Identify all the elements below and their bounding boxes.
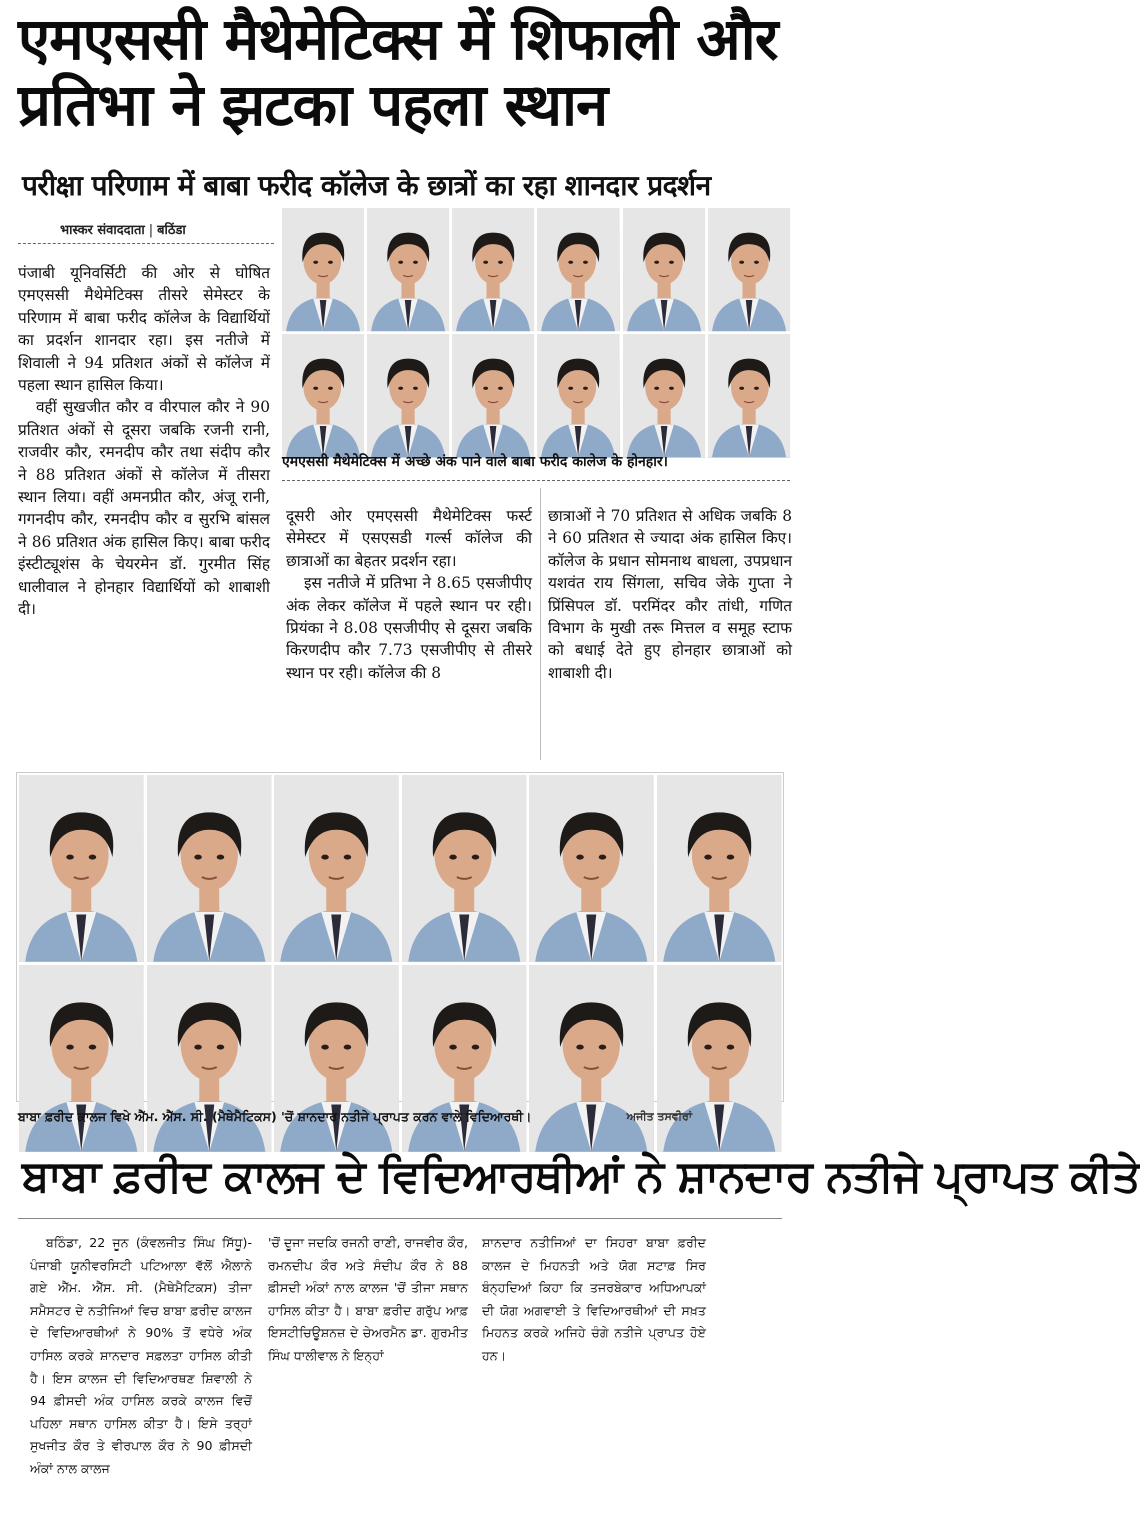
hindi-col1-para2: वहीं सुखजीत कौर व वीरपाल कौर ने 90 प्रतिशत अंकों से दूसरा जबकि रजनी रानी, राजवीर कौर, रमनदीप कौर तथा संदीप कौर ने 88 प्रतिशत अंकों से कॉलेज में तीसरा स्थान लिया। वहीं अमनप्रीत कौर, अंजू रानी, गगनदीप कौर, रमनदीप कौर व सुरभि बांसल ने 86 प्रतिशत अंक हासिल किए। बाबा फरीद इंस्टीट्यूशंस के चेयरमेन डॉ. गुरमीत सिंह धालीवाल ने होनहार विद्यार्थियों को शाबाशी दी। <box>18 398 270 619</box>
student-portrait-icon <box>623 208 705 331</box>
punjabi-headline: ਬਾਬਾ ਫ਼ਰੀਦ ਕਾਲਜ ਦੇ ਵਿਦਿਆਰਥੀਆਂ ਨੇ ਸ਼ਾਨਦਾਰ ਨਤੀਜੇ ਪ੍ਰਾਪਤ ਕੀਤੇ <box>22 1151 1140 1202</box>
punjabi-col3-para: ਸ਼ਾਨਦਾਰ ਨਤੀਜਿਆਂ ਦਾ ਸਿਹਰਾ ਬਾਬਾ ਫ਼ਰੀਦ ਕਾਲਜ ਦੇ ਮਿਹਨਤੀ ਅਤੇ ਯੋਗ ਸਟਾਫ਼ ਸਿਰ ਬੰਨ੍ਹਦਿਆਂ ਕਿਹਾ ਕਿ ਤਜਰਬੇਕਾਰ ਅਧਿਆਪਕਾਂ ਦੀ ਯੋਗ ਅਗਵਾਈ ਤੇ ਵਿਦਿਆਰਥੀਆਂ ਦੀ ਸਖ਼ਤ ਮਿਹਨਤ ਕਰਕੇ ਅਜਿਹੇ ਚੰਗੇ ਨਤੀਜੇ ਪ੍ਰਾਪਤ ਹੋਏ ਹਨ। <box>482 1235 706 1363</box>
hindi-headline-line1: एमएससी मैथेमेटिक्स में शिफाली और <box>18 5 778 73</box>
student-portrait-icon <box>623 334 705 457</box>
hindi-headline <box>18 6 788 138</box>
byline-rule <box>18 243 274 244</box>
student-portrait-icon <box>367 208 449 331</box>
student-portrait-icon <box>402 775 527 962</box>
student-portrait-icon <box>19 775 144 962</box>
hindi-byline <box>60 220 186 238</box>
hindi-subheadline: परीक्षा परिणाम में बाबा फरीद कॉलेज के छात्रों का रहा शानदार प्रदर्शन <box>22 169 711 202</box>
student-portrait-icon <box>274 775 399 962</box>
student-portrait-icon <box>282 334 364 457</box>
student-portrait-icon <box>452 334 534 457</box>
hindi-headline-line2: प्रतिभा ने झटका पहला स्थान <box>18 71 608 139</box>
hindi-photo-caption: एमएससी मैथेमेटिक्स में अच्छे अंक पाने वाले बाबा फरीद कालेज के होनहार। <box>282 454 668 470</box>
student-portrait-icon <box>367 334 449 457</box>
headline-rule <box>18 1218 782 1219</box>
student-portrait-icon <box>452 208 534 331</box>
punjabi-column-2 <box>268 1232 468 1368</box>
hindi-column-3 <box>548 505 792 684</box>
punjabi-photo-credit: ਅਜੀਤ ਤਸਵੀਰਾਂ <box>626 1110 692 1123</box>
student-portrait-icon <box>708 334 790 457</box>
hindi-column-2 <box>286 505 532 684</box>
byline-reporter: भास्कर संवाददाता <box>60 223 145 238</box>
hindi-col1-para1: पंजाबी यूनिवर्सिटी की ओर से घोषित एमएससी मैथेमेटिक्स तीसरे सेमेस्टर के परिणाम में बाबा फरीद कॉलेज के विद्यार्थियों का प्रदर्शन शानदार रहा। इस नतीजे में शिवाली ने 94 प्रतिशत अंकों से कॉलेज में पहला स्थान हासिल किया। <box>18 264 270 395</box>
punjabi-col1-para: ਬਠਿੰਡਾ, 22 ਜੂਨ (ਕੰਵਲਜੀਤ ਸਿੰਘ ਸਿੱਧੂ)- ਪੰਜਾਬੀ ਯੂਨੀਵਰਸਿਟੀ ਪਟਿਆਲਾ ਵੱਲੋਂ ਐਲਾਨੇ ਗਏ ਐੱਮ. ਐੱਸ. ਸੀ. (ਮੈਥੇਮੈਟਿਕਸ) ਤੀਜਾ ਸਮੈਸਟਰ ਦੇ ਨਤੀਜਿਆਂ ਵਿਚ ਬਾਬਾ ਫ਼ਰੀਦ ਕਾਲਜ ਦੇ ਵਿਦਿਆਰਥੀਆਂ ਨੇ 90% ਤੋਂ ਵਧੇਰੇ ਅੰਕ ਹਾਸਿਲ ਕਰਕੇ ਸ਼ਾਨਦਾਰ ਸਫ਼ਲਤਾ ਹਾਸਿਲ ਕੀਤੀ ਹੈ। ਇਸ ਕਾਲਜ ਦੀ ਵਿਦਿਆਰਥਣ ਸ਼ਿਵਾਲੀ ਨੇ 94 ਫ਼ੀਸਦੀ ਅੰਕ ਹਾਸਿਲ ਕਰਕੇ ਕਾਲਜ ਵਿਚੋਂ ਪਹਿਲਾ ਸਥਾਨ ਹਾਸਿਲ ਕੀਤਾ ਹੈ। ਇਸੇ ਤਰ੍ਹਾਂ ਸੁਖਜੀਤ ਕੌਰ ਤੇ ਵੀਰਪਾਲ ਕੌਰ ਨੇ 90 ਫ਼ੀਸਦੀ ਅੰਕਾਂ ਨਾਲ ਕਾਲਜ <box>30 1235 252 1476</box>
student-portrait-icon <box>529 775 654 962</box>
student-portrait-icon <box>537 334 619 457</box>
hindi-col2-para1: दूसरी ओर एमएससी मैथेमेटिक्स फर्स्ट सेमेस्टर में एसएसडी गर्ल्स कॉलेज की छात्राओं का बेहतर प्रदर्शन रहा। <box>286 507 532 570</box>
hindi-column-1 <box>18 262 270 621</box>
byline-place: बठिंडा <box>157 223 186 238</box>
punjabi-col2-para: 'ਚੋਂ ਦੂਜਾ ਜਦਕਿ ਰਜਨੀ ਰਾਣੀ, ਰਾਜਵੀਰ ਕੌਰ, ਰਮਨਦੀਪ ਕੌਰ ਅਤੇ ਸੰਦੀਪ ਕੌਰ ਨੇ 88 ਫ਼ੀਸਦੀ ਅੰਕਾਂ ਨਾਲ ਕਾਲਜ 'ਚੋਂ ਤੀਜਾ ਸਥਾਨ ਹਾਸਿਲ ਕੀਤਾ ਹੈ। ਬਾਬਾ ਫ਼ਰੀਦ ਗਰੁੱਪ ਆਫ਼ ਇਸਟੀਚਿਊਸ਼ਨਜ਼ ਦੇ ਚੇਅਰਮੈਨ ਡਾ. ਗੁਰਮੀਤ ਸਿੰਘ ਧਾਲੀਵਾਲ ਨੇ ਇਨ੍ਹਾਂ <box>268 1235 468 1363</box>
punjabi-column-1 <box>30 1232 252 1481</box>
hindi-col2-para2: इस नतीजे में प्रतिभा ने 8.65 एसजीपीए अंक लेकर कॉलेज में पहले स्थान पर रही। प्रियंका ने 8.08 एसजीपीए से दूसरा जबकि किरणदीप कौर 7.73 एसजीपीए से तीसरे स्थान पर रही। कॉलेज की 8 <box>286 574 532 682</box>
punjabi-column-3 <box>482 1232 706 1368</box>
student-portrait-icon <box>282 208 364 331</box>
student-portrait-icon <box>657 775 782 962</box>
punjabi-photo-caption: ਬਾਬਾ ਫ਼ਰੀਦ ਕਾਲਜ ਵਿਖੇ ਐੱਮ. ਐੱਸ. ਸੀ. (ਮੈਥੇਮੈਟਿਕਸ) 'ਚੋਂ ਸ਼ਾਨਦਾਰ ਨਤੀਜੇ ਪ੍ਰਾਪਤ ਕਰਨ ਵਾਲੇ ਵਿਦਿਆਰਥੀ। <box>18 1109 532 1124</box>
byline-separator: | <box>148 223 154 238</box>
hindi-photo-grid <box>282 208 790 436</box>
hindi-col3-para1: छात्राओं ने 70 प्रतिशत से अधिक जबकि 8 ने 60 प्रतिशत से ज्यादा अंक हासिल किए। कॉलेज के प्रधान सोमनाथ बाधला, उपप्रधान यशवंत राय सिंगला, सचिव जेके गुप्ता ने प्रिंसिपल डॉ. परमिंदर कौर तांधी, गणित विभाग के मुखी तरू मित्तल व समूह स्टाफ को बधाई देते हुए होनहार छात्राओं को शाबाशी दी। <box>548 507 792 682</box>
column-divider <box>540 488 541 760</box>
student-portrait-icon <box>147 775 272 962</box>
student-portrait-icon <box>537 208 619 331</box>
caption-rule <box>282 480 790 481</box>
punjabi-photo-grid <box>16 772 784 1102</box>
student-portrait-icon <box>708 208 790 331</box>
